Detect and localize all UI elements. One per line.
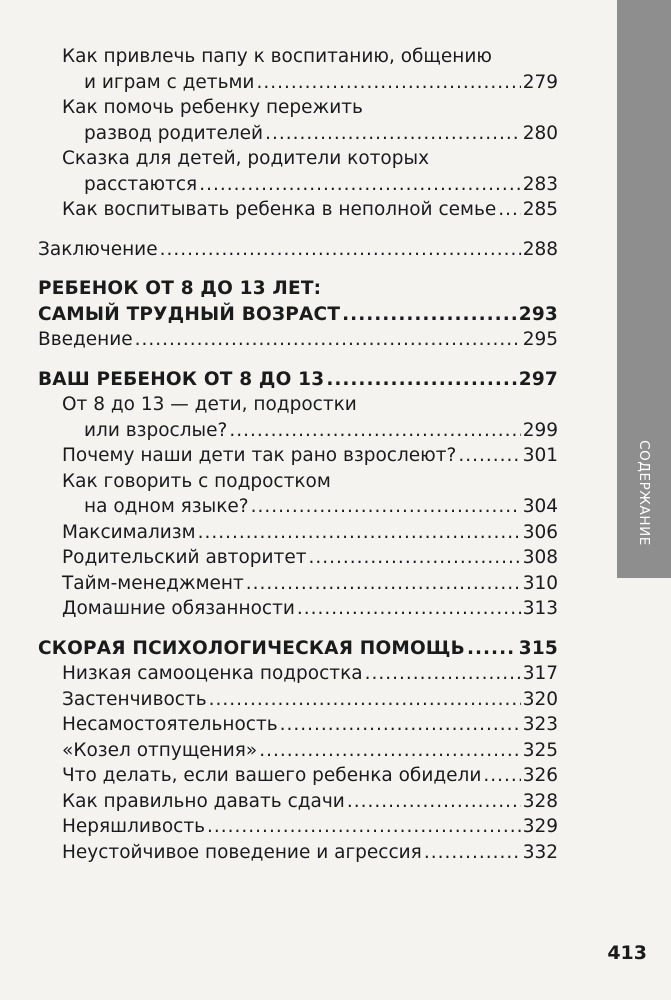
side-tab-label-box — [617, 0, 671, 578]
toc-dot-leader — [207, 814, 521, 840]
toc-entry-title: Введение — [38, 329, 133, 350]
toc-entry-title: Застенчивость — [62, 688, 207, 710]
toc-entry-page: 297 — [518, 368, 558, 390]
toc-entry-title: От 8 до 13 — дети, подростки — [62, 394, 357, 415]
page-number: 413 — [607, 942, 647, 964]
toc-entry-title: Неряшливость — [62, 816, 206, 837]
toc-entry-page: 285 — [522, 199, 558, 220]
toc-dot-leader — [209, 687, 521, 713]
toc-entry — [38, 687, 558, 713]
toc-section-heading — [38, 367, 558, 393]
toc-dot-leader — [347, 789, 521, 815]
toc-entry-title: Как привлечь папу к воспитанию, общению — [62, 46, 492, 67]
toc-dot-leader — [458, 443, 520, 469]
toc-entry — [38, 95, 558, 121]
toc-entry-title: или взрослые? — [84, 419, 228, 441]
toc-entry-page: 299 — [522, 419, 558, 441]
toc-entry-title: ВАШ РЕБЕНОК ОТ 8 ДО 13 — [38, 368, 325, 390]
toc-entry-title: Максимализм — [62, 521, 196, 543]
toc-spacer — [38, 262, 558, 276]
toc-dot-leader — [229, 418, 520, 444]
toc-entry-title: САМЫЙ ТРУДНЫЙ ВОЗРАСТ — [38, 303, 341, 325]
toc-entry-title: Родительский авторитет — [62, 547, 307, 568]
toc-dot-leader — [308, 545, 520, 571]
toc-entry — [38, 197, 558, 223]
toc-entry-page: 288 — [522, 238, 558, 260]
toc-entry — [38, 494, 558, 520]
toc-entry — [38, 44, 558, 70]
toc-entry — [38, 172, 558, 198]
toc-dot-leader — [467, 636, 517, 662]
toc-entry — [38, 443, 558, 469]
toc-entry-title: развод родителей — [84, 122, 264, 144]
toc-entry — [38, 571, 558, 597]
toc-entry — [38, 392, 558, 418]
toc-entry-page: 323 — [522, 714, 558, 735]
toc-dot-leader — [342, 302, 517, 328]
toc-entry — [38, 237, 558, 263]
toc-entry — [38, 70, 558, 96]
toc-entry-title: Сказка для детей, родители которых — [62, 148, 430, 169]
toc-entry-title: СКОРАЯ ПСИХОЛОГИЧЕСКАЯ ПОМОЩЬ — [38, 637, 465, 659]
toc-entry-title: Неустойчивое поведение и агрессия — [62, 841, 422, 863]
toc-section-heading — [38, 276, 558, 302]
toc-entry — [38, 712, 558, 738]
toc-section-heading — [38, 636, 558, 662]
toc-entry-page: 301 — [522, 445, 558, 466]
toc-spacer — [38, 223, 558, 237]
toc-entry — [38, 661, 558, 687]
toc-entry-title: и играм с детьми — [84, 71, 255, 93]
toc-entry-title: Как воспитывать ребенка в неполной семье — [62, 199, 497, 220]
toc-dot-leader — [259, 738, 520, 764]
toc-dot-leader — [265, 121, 521, 147]
toc-entry-page: 325 — [522, 739, 558, 761]
toc-entry — [38, 545, 558, 571]
toc-spacer — [38, 353, 558, 367]
toc-entry-page: 317 — [522, 663, 558, 684]
toc-dot-leader — [246, 571, 521, 597]
toc-entry-title: Низкая самооценка подростка — [62, 663, 363, 684]
toc-dot-leader — [424, 840, 521, 866]
toc-entry-page: 320 — [522, 688, 558, 710]
toc-dot-leader — [297, 596, 521, 622]
toc-dot-leader — [498, 197, 520, 223]
toc-dot-leader — [365, 661, 521, 687]
side-tab-label: СОДЕРЖАНИЕ — [636, 440, 652, 546]
toc-entry — [38, 738, 558, 764]
toc-entry — [38, 596, 558, 622]
toc-dot-leader — [160, 237, 521, 263]
toc-entry — [38, 327, 558, 353]
toc-entry-page: 304 — [522, 496, 558, 517]
toc-entry — [38, 418, 558, 444]
toc-entry — [38, 146, 558, 172]
toc-entry — [38, 469, 558, 495]
toc-entry — [38, 789, 558, 815]
toc-entry-page: 308 — [522, 547, 558, 568]
toc-entry-title: Как помочь ребенку пережить — [62, 97, 363, 118]
toc-entry-page: 315 — [518, 637, 558, 659]
toc-entry-title: Заключение — [38, 238, 158, 260]
toc-entry — [38, 814, 558, 840]
toc-entry-page: 279 — [522, 71, 558, 93]
toc-entry-title: расстаются — [84, 173, 198, 195]
toc-spacer — [38, 622, 558, 636]
toc-entry-page: 280 — [522, 122, 558, 144]
toc-entry-title: Несамостоятельность — [62, 714, 278, 735]
toc-entry-page: 313 — [522, 598, 558, 619]
toc-entry-page: 328 — [522, 790, 558, 812]
toc-entry-title: Домашние обязанности — [62, 598, 295, 619]
toc-dot-leader — [198, 520, 521, 546]
toc-entry — [38, 121, 558, 147]
toc-entry — [38, 840, 558, 866]
toc-dot-leader — [135, 327, 521, 353]
table-of-contents — [38, 44, 558, 865]
toc-entry — [38, 520, 558, 546]
toc-entry-title: на одном языке? — [84, 496, 249, 517]
toc-entry-title: Как говорить с подростком — [62, 470, 331, 492]
toc-entry-page: 332 — [522, 841, 558, 863]
toc-entry — [38, 763, 558, 789]
toc-dot-leader — [251, 494, 521, 520]
toc-entry-page: 310 — [522, 572, 558, 594]
toc-entry-title: Как правильно давать сдачи — [62, 790, 345, 812]
toc-entry-title: РЕБЕНОК ОТ 8 ДО 13 ЛЕТ: — [38, 278, 322, 299]
toc-dot-leader — [256, 70, 520, 96]
toc-entry-title: Почему наши дети так рано взрослеют? — [62, 445, 457, 466]
toc-entry-page: 283 — [522, 173, 558, 195]
toc-entry-title: Что делать, если вашего ребенка обидели — [62, 765, 482, 786]
toc-entry-title: Тайм-менеджмент — [62, 572, 244, 594]
toc-section-heading — [38, 302, 558, 328]
toc-dot-leader — [280, 712, 521, 738]
toc-entry-page: 306 — [522, 521, 558, 543]
toc-dot-leader — [483, 763, 520, 789]
toc-entry-page: 329 — [522, 816, 558, 837]
toc-entry-page: 295 — [522, 329, 558, 350]
toc-entry-page: 326 — [522, 765, 558, 786]
toc-dot-leader — [199, 172, 521, 198]
toc-dot-leader — [326, 367, 516, 393]
toc-entry-title: «Козел отпущения» — [62, 739, 258, 761]
toc-entry-page: 293 — [518, 303, 558, 325]
